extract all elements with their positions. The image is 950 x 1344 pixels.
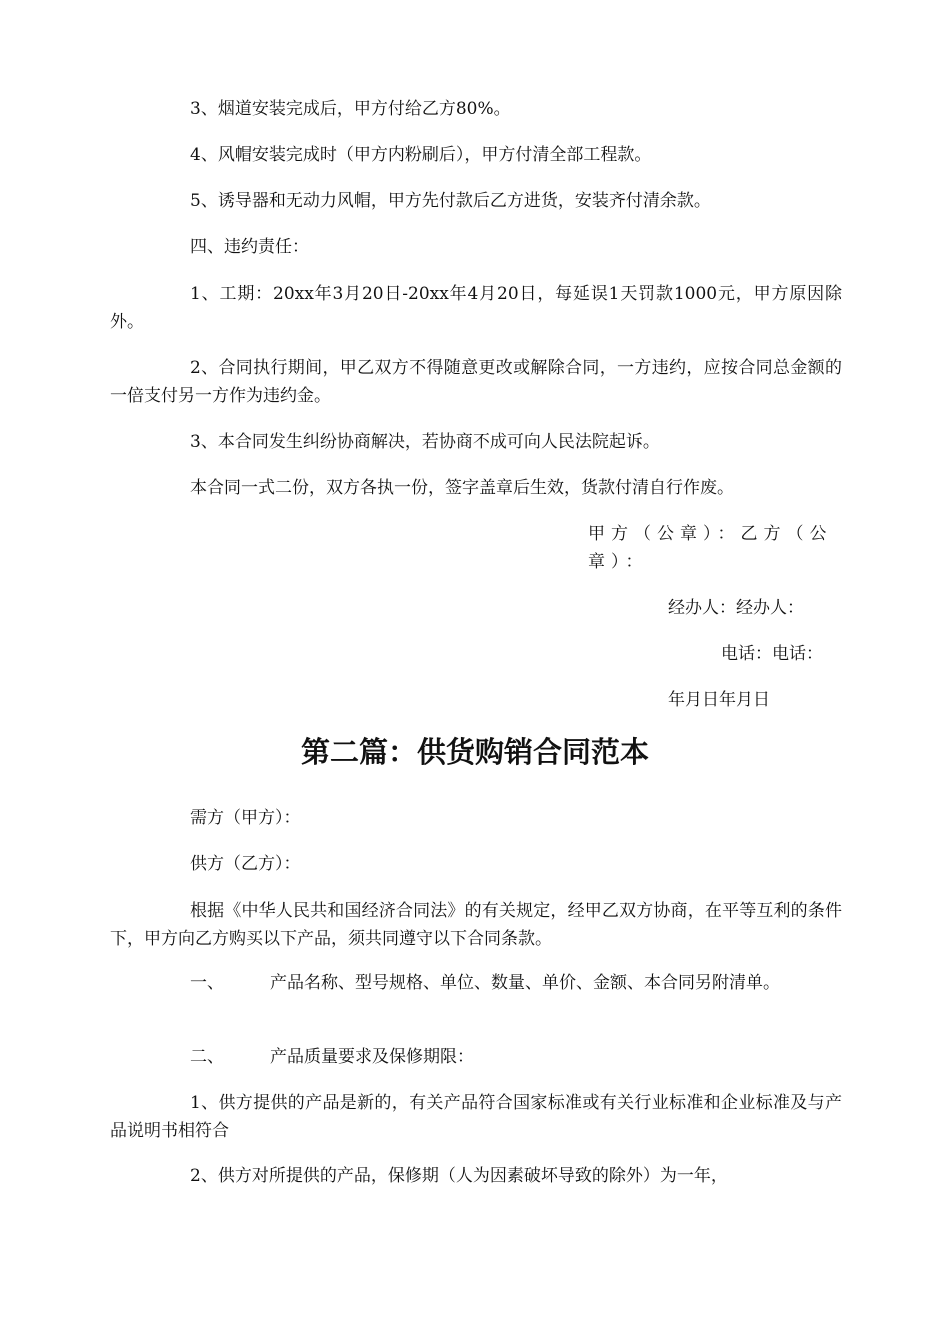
quality-item-2: 2、供方对所提供的产品，保修期（人为因素破坏导致的除外）为一年， xyxy=(190,1166,728,1186)
clause-1-text: 产品名称、型号规格、单位、数量、单价、金额、本合同另附清单。 xyxy=(270,973,780,993)
signature-seal-line: 甲方（公章）：乙方（公章）： xyxy=(588,524,833,572)
breach-term-2: 2、合同执行期间，甲乙双方不得随意更改或解除合同，一方违约，应按合同总金额的一倍支付另一方作为违约金。 xyxy=(110,358,842,406)
buyer-line: 需方（甲方）： xyxy=(190,808,301,828)
section-breach-liability: 四、违约责任： xyxy=(190,237,309,257)
payment-term-3: 3、烟道安装完成后，甲方付给乙方80%。 xyxy=(190,99,511,119)
breach-term-1: 1、工期：20xx年3月20日-20xx年4月20日，每延误1天罚款1000元，甲方原因除外。 xyxy=(110,284,842,332)
signature-date-line: 年月日年月日 xyxy=(668,690,770,710)
signature-phone-line: 电话：电话： xyxy=(721,644,823,664)
clause-2 xyxy=(110,1043,842,1071)
clause-2-text: 产品质量要求及保修期限： xyxy=(270,1047,474,1067)
contract-intro: 根据《中华人民共和国经济合同法》的有关规定，经甲乙双方协商，在平等互利的条件下，甲方向乙方购买以下产品，须共同遵守以下合同条款。 xyxy=(110,901,842,949)
supplier-line: 供方（乙方）： xyxy=(190,854,301,874)
contract-copies-clause: 本合同一式二份，双方各执一份，签字盖章后生效，货款付清自行作废。 xyxy=(190,478,734,498)
payment-term-5: 5、诱导器和无动力风帽，甲方先付款后乙方进货，安装齐付清余款。 xyxy=(190,191,711,211)
section-heading: 第二篇：供货购销合同范本 xyxy=(300,735,649,769)
quality-item-1: 1、供方提供的产品是新的，有关产品符合国家标准或有关行业标准和企业标准及与产品说明书相符合 xyxy=(110,1093,842,1141)
clause-1-number: 一、 xyxy=(190,973,224,993)
clause-1 xyxy=(110,969,842,997)
breach-term-3: 3、本合同发生纠纷协商解决，若协商不成可向人民法院起诉。 xyxy=(190,432,660,452)
payment-term-4: 4、风帽安装完成时（甲方内粉刷后），甲方付清全部工程款。 xyxy=(190,145,652,165)
signature-handler-line: 经办人：经办人： xyxy=(668,598,804,618)
clause-2-number: 二、 xyxy=(190,1047,224,1067)
